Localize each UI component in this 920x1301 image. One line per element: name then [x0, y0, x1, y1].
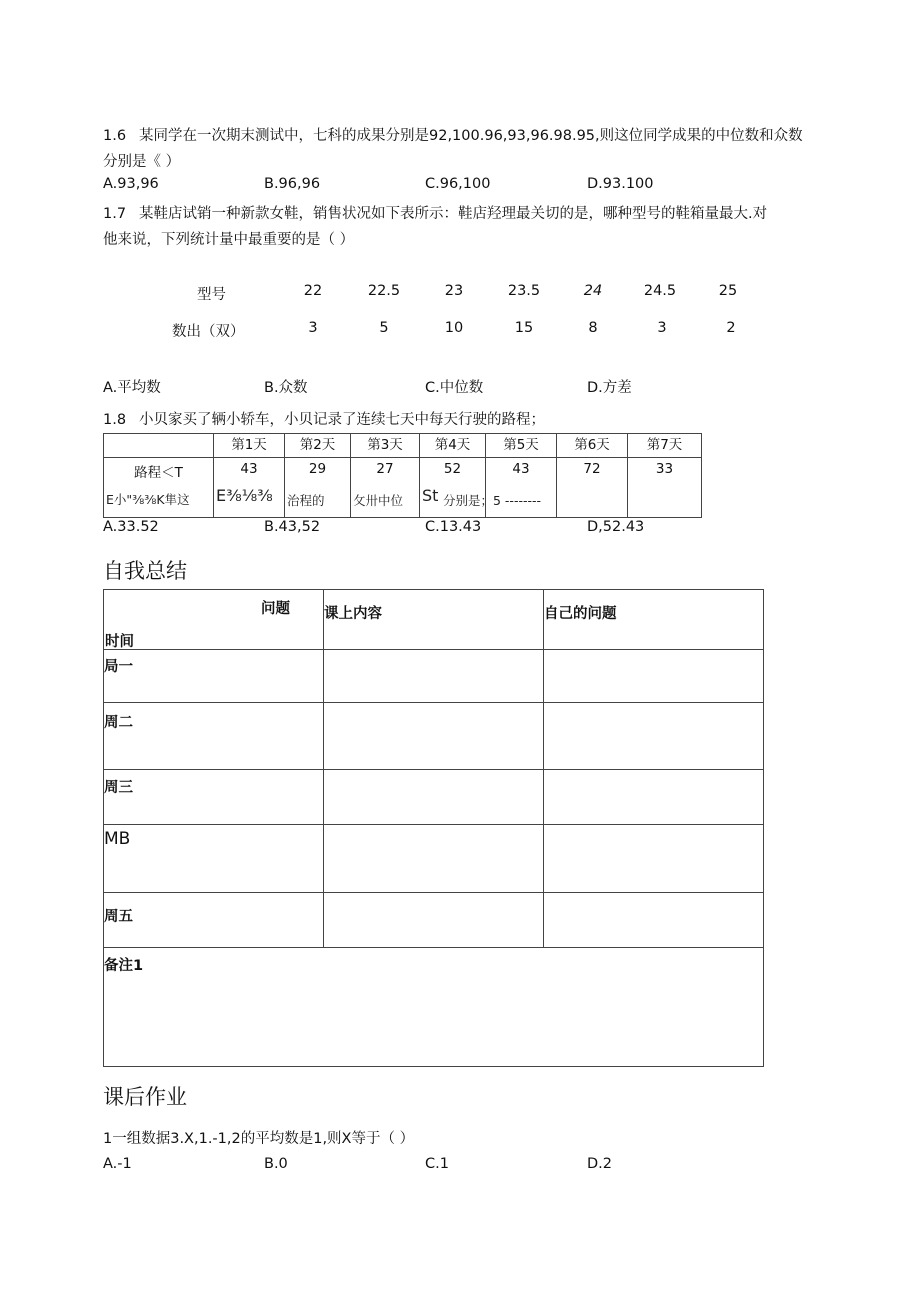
own-problem-cell: [544, 770, 764, 825]
overlapping-text: 治程的: [287, 493, 325, 508]
day-header: 第1天: [214, 434, 285, 458]
own-problem-cell: [544, 825, 764, 893]
day-header: 第6天: [557, 434, 628, 458]
table-row: [104, 770, 764, 825]
question-1-7-line2: 他来说，下列统计量中最重要的是（ ）: [103, 232, 355, 248]
day-label: 周二: [104, 715, 133, 731]
size-cell: 23: [444, 283, 464, 299]
class-content-cell: [324, 825, 544, 893]
day-label: 周五: [104, 909, 133, 925]
table-corner-cell: [104, 434, 214, 458]
header-own-problems: [544, 590, 764, 650]
row-label: 路程＜T: [134, 465, 183, 481]
distance-cell: [285, 458, 351, 518]
count-cell: 15: [514, 320, 534, 336]
table-row: [104, 703, 764, 770]
overlapping-text: 攵卅中位: [353, 493, 404, 508]
header-time: 时间: [105, 634, 134, 650]
day-cell: [104, 650, 324, 703]
overlapping-text: St: [422, 486, 439, 505]
count-cell: 3: [308, 320, 318, 336]
option-b: B.0: [264, 1156, 288, 1172]
day-header: 第3天: [351, 434, 420, 458]
table-row: [104, 893, 764, 948]
homework-question-1: 1一组数据3.X,1.-1,2的平均数是1,则X等于（ ）: [103, 1131, 415, 1147]
header-class-content: [324, 590, 544, 650]
own-problem-cell: [544, 703, 764, 770]
day-label: MB: [104, 829, 131, 849]
question-number: 1.8: [103, 412, 127, 428]
size-cell: 24.5: [643, 283, 677, 299]
day-header: 第4天: [420, 434, 486, 458]
option-a: A.33.52: [103, 519, 159, 535]
class-content-cell: [324, 770, 544, 825]
question-1-7-line1: [103, 202, 767, 223]
size-cell: 22.5: [367, 283, 401, 299]
summary-table: [103, 589, 764, 1067]
distance-value: 43: [512, 461, 530, 477]
section-heading-summary: 自我总结: [103, 559, 187, 583]
distance-value: 27: [376, 461, 394, 477]
distance-value: 52: [443, 461, 462, 477]
distance-cell: [628, 458, 702, 518]
size-cell: 22: [303, 283, 323, 299]
remarks-row: [104, 948, 764, 1067]
option-c: C.13.43: [425, 519, 482, 535]
table-row: [104, 458, 702, 518]
own-problem-cell: [544, 650, 764, 703]
size-cell: 25: [718, 283, 738, 299]
remarks-cell: [104, 948, 764, 1067]
question-text: 小贝家买了辆小轿车，小贝记录了连续七天中每天行驶的路程；: [139, 412, 545, 428]
table-row: [104, 650, 764, 703]
day-header: 第2天: [285, 434, 351, 458]
class-content-cell: [324, 893, 544, 948]
option-c: C.96,100: [425, 176, 491, 192]
option-b: B.43,52: [264, 519, 321, 535]
question-1-8-line1: [103, 408, 545, 429]
day-cell: [104, 825, 324, 893]
distance-table: [103, 433, 702, 518]
question-number: 1.6: [103, 128, 127, 144]
distance-value: 72: [583, 461, 601, 477]
row-label-cell: [104, 458, 214, 518]
distance-cell: [557, 458, 628, 518]
table-header-row: [104, 434, 702, 458]
day-header: 第7天: [628, 434, 702, 458]
day-label: 周三: [104, 780, 133, 796]
day-cell: [104, 893, 324, 948]
option-a: A.93,96: [103, 176, 159, 192]
distance-value: 29: [308, 461, 327, 477]
question-1-6-line1: [103, 124, 803, 145]
distance-cell: [351, 458, 420, 518]
overlapping-text: E小"⅜⅜K隼这: [106, 492, 190, 507]
header-problem: 问题: [261, 601, 290, 617]
question-text: 某同学在一次期末测试中，七科的成果分别是92,100.96,93,96.98.95,则这位同学成果的中位数和众数: [139, 128, 803, 144]
option-a: A.-1: [103, 1156, 132, 1172]
size-cell: 23.5: [507, 283, 541, 299]
option-d: D,52.43: [587, 519, 645, 535]
class-content-cell: [324, 650, 544, 703]
option-b: B.96,96: [264, 176, 321, 192]
size-cell: 24: [583, 283, 603, 299]
table-row: [104, 825, 764, 893]
option-d: D.93.100: [587, 176, 654, 192]
day-cell: [104, 770, 324, 825]
distance-value: 33: [655, 461, 674, 477]
row-label-count: 数出（双）: [172, 324, 245, 340]
option-a: A.平均数: [103, 380, 161, 396]
day-header: 第5天: [486, 434, 557, 458]
overlapping-text: E⅜⅛⅜: [216, 486, 273, 505]
option-c: C.中位数: [425, 380, 484, 396]
option-b: B.众数: [264, 380, 308, 396]
count-cell: 5: [379, 320, 389, 336]
day-label: 局一: [104, 659, 133, 675]
question-number: 1.7: [103, 206, 127, 222]
own-problem-cell: [544, 893, 764, 948]
question-1-6-line2: 分别是《 ）: [103, 154, 181, 170]
remarks-label: 备注1: [104, 958, 144, 974]
summary-header-row: [104, 590, 764, 650]
count-cell: 10: [444, 320, 464, 336]
distance-value: 43: [240, 461, 258, 477]
question-text: 某鞋店试销一种新款女鞋，销售状况如下表所示：鞋店羟理最关切的是，哪种型号的鞋箱量最大.对: [139, 206, 768, 222]
count-cell: 3: [657, 320, 667, 336]
count-cell: 8: [588, 320, 598, 336]
option-d: D.2: [587, 1156, 612, 1172]
header-class-label: 课上内容: [324, 606, 382, 622]
header-own-label: 自己的问题: [544, 606, 617, 622]
day-cell: [104, 703, 324, 770]
option-c: C.1: [425, 1156, 449, 1172]
distance-cell: [214, 458, 285, 518]
header-corner-cell: [104, 590, 324, 650]
option-d: D.方差: [587, 380, 632, 396]
overlapping-text: 分别是；5 --------: [443, 493, 542, 508]
row-label-size: 型号: [197, 287, 226, 303]
count-cell: 2: [726, 320, 736, 336]
class-content-cell: [324, 703, 544, 770]
section-heading-homework: 课后作业: [103, 1085, 187, 1109]
